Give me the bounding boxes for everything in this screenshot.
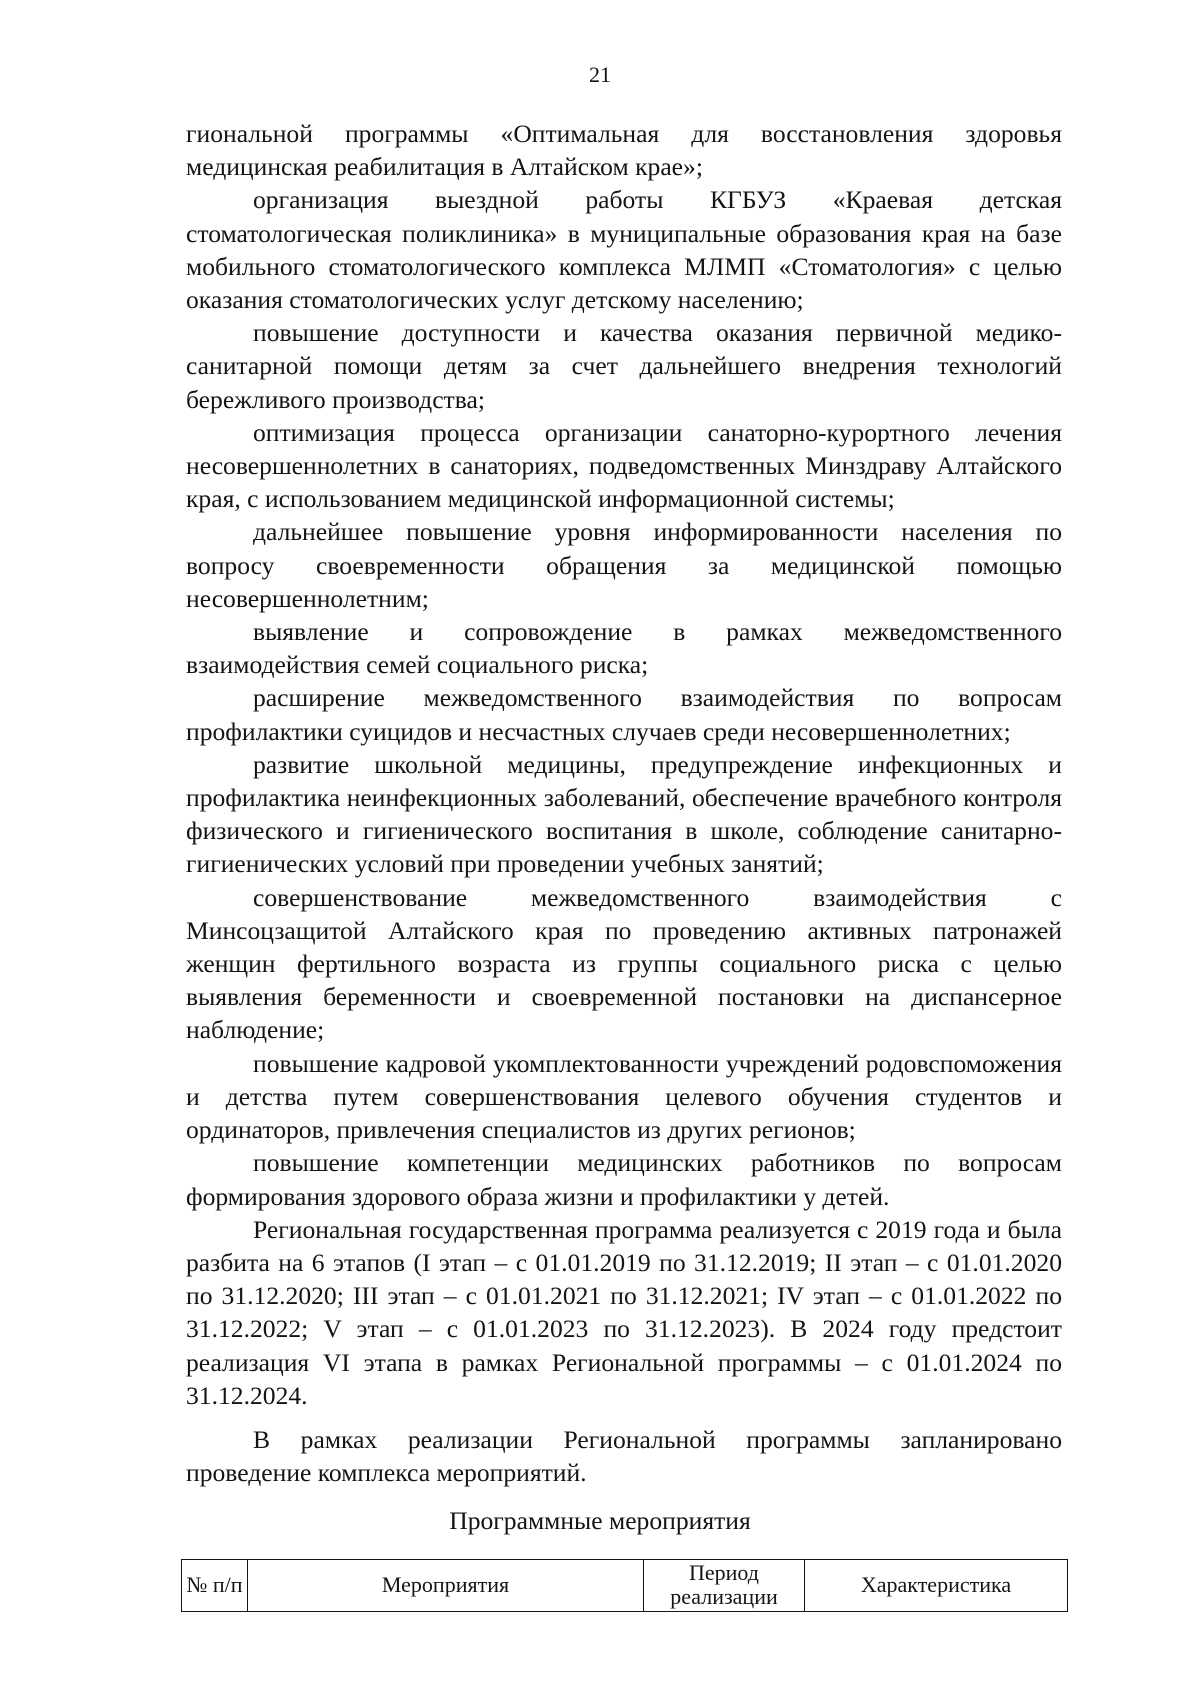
paragraph-public-awareness: дальнейшее повышение уровня информированности населения по вопросу своевременности обращения за медицинской помощью несовершеннолетним; bbox=[186, 517, 1062, 613]
paragraph-school-medicine: развитие школьной медицины, предупреждение инфекционных и профилактика неинфекционных заболеваний, обеспечение врачебного контроля физического и гигиенического воспитания в школе, соблюдение санитарно-гигиенических условий при проведении учебных занятий; bbox=[186, 749, 1062, 879]
paragraph-primary-care-access: повышение доступности и качества оказания первичной медико-санитарной помощи детям за счет дальнейшего внедрения технологий бережливого производства; bbox=[186, 318, 1062, 414]
paragraph-sanatorium-treatment: оптимизация процесса организации санаторно-курортного лечения несовершеннолетних в санаториях, подведомственных Минздраву Алтайского края, с использованием медицинской информационной системы; bbox=[186, 417, 1062, 514]
header-characteristic: Характеристика bbox=[805, 1560, 1068, 1612]
header-number: № п/п bbox=[182, 1560, 248, 1612]
document-body bbox=[186, 117, 1062, 1489]
table-caption: Программные мероприятия bbox=[449, 1506, 751, 1535]
header-period: Период реализации bbox=[644, 1560, 805, 1612]
paragraph-staffing: повышение кадровой укомплектованности учреждений родовспоможения и детства путем совершенствования целевого обучения студентов и ординаторов, привлечения специалистов из других регионов; bbox=[186, 1048, 1062, 1145]
paragraph-program-stages: Региональная государственная программа реализуется с 2019 года и была разбита на 6 этапов (I этап – с 01.01.2019 по 31.12.2019; II этап – с 01.01.2020 по 31.12.2020; III этап – с 01.01.2021 по 31.12.2021; IV этап – с 01.01.2022 по 31.12.2022; V этап – с 01.01.2023 по 31.12.2023). В 2024 году предстоит реализация VI этапа в рамках Региональной программы – с 01.01.2024 по 31.12.2024. bbox=[186, 1214, 1062, 1410]
paragraph-planned-activities: В рамках реализации Региональной программы запланировано проведение комплекса мероприятий. bbox=[186, 1424, 1062, 1488]
paragraph-social-risk-families: выявление и сопровождение в рамках межведомственного взаимодействия семей социального риска; bbox=[186, 617, 1062, 680]
paragraph-continuation: гиональной программы «Оптимальная для восстановления здоровья медицинская реабилитация в Алтайском крае»; bbox=[186, 119, 1062, 182]
program-activities-table bbox=[181, 1559, 1068, 1612]
paragraph-suicide-prevention: расширение межведомственного взаимодействия по вопросам профилактики суицидов и несчастных случаев среди несовершеннолетних; bbox=[186, 683, 1062, 746]
paragraph-patronage-cooperation: совершенствование межведомственного взаимодействия с Минсоцзащитой Алтайского края по проведению активных патронажей женщин фертильного возраста из группы социального риска с целью выявления беременности и своевременной постановки на диспансерное наблюдение; bbox=[186, 882, 1062, 1045]
paragraph-staff-competence: повышение компетенции медицинских работников по вопросам формирования здорового образа жизни и профилактики у детей. bbox=[186, 1148, 1062, 1211]
page-number: 21 bbox=[589, 62, 611, 87]
table-header-row bbox=[182, 1560, 1068, 1612]
header-activities: Мероприятия bbox=[248, 1560, 644, 1612]
paragraph-mobile-dental-clinic: организация выездной работы КГБУЗ «Краевая детская стоматологическая поликлиника» в муниципальные образования края на базе мобильного стоматологического комплекса МЛМП «Стоматология» с целью оказания стоматологических услуг детскому населению; bbox=[186, 185, 1062, 315]
